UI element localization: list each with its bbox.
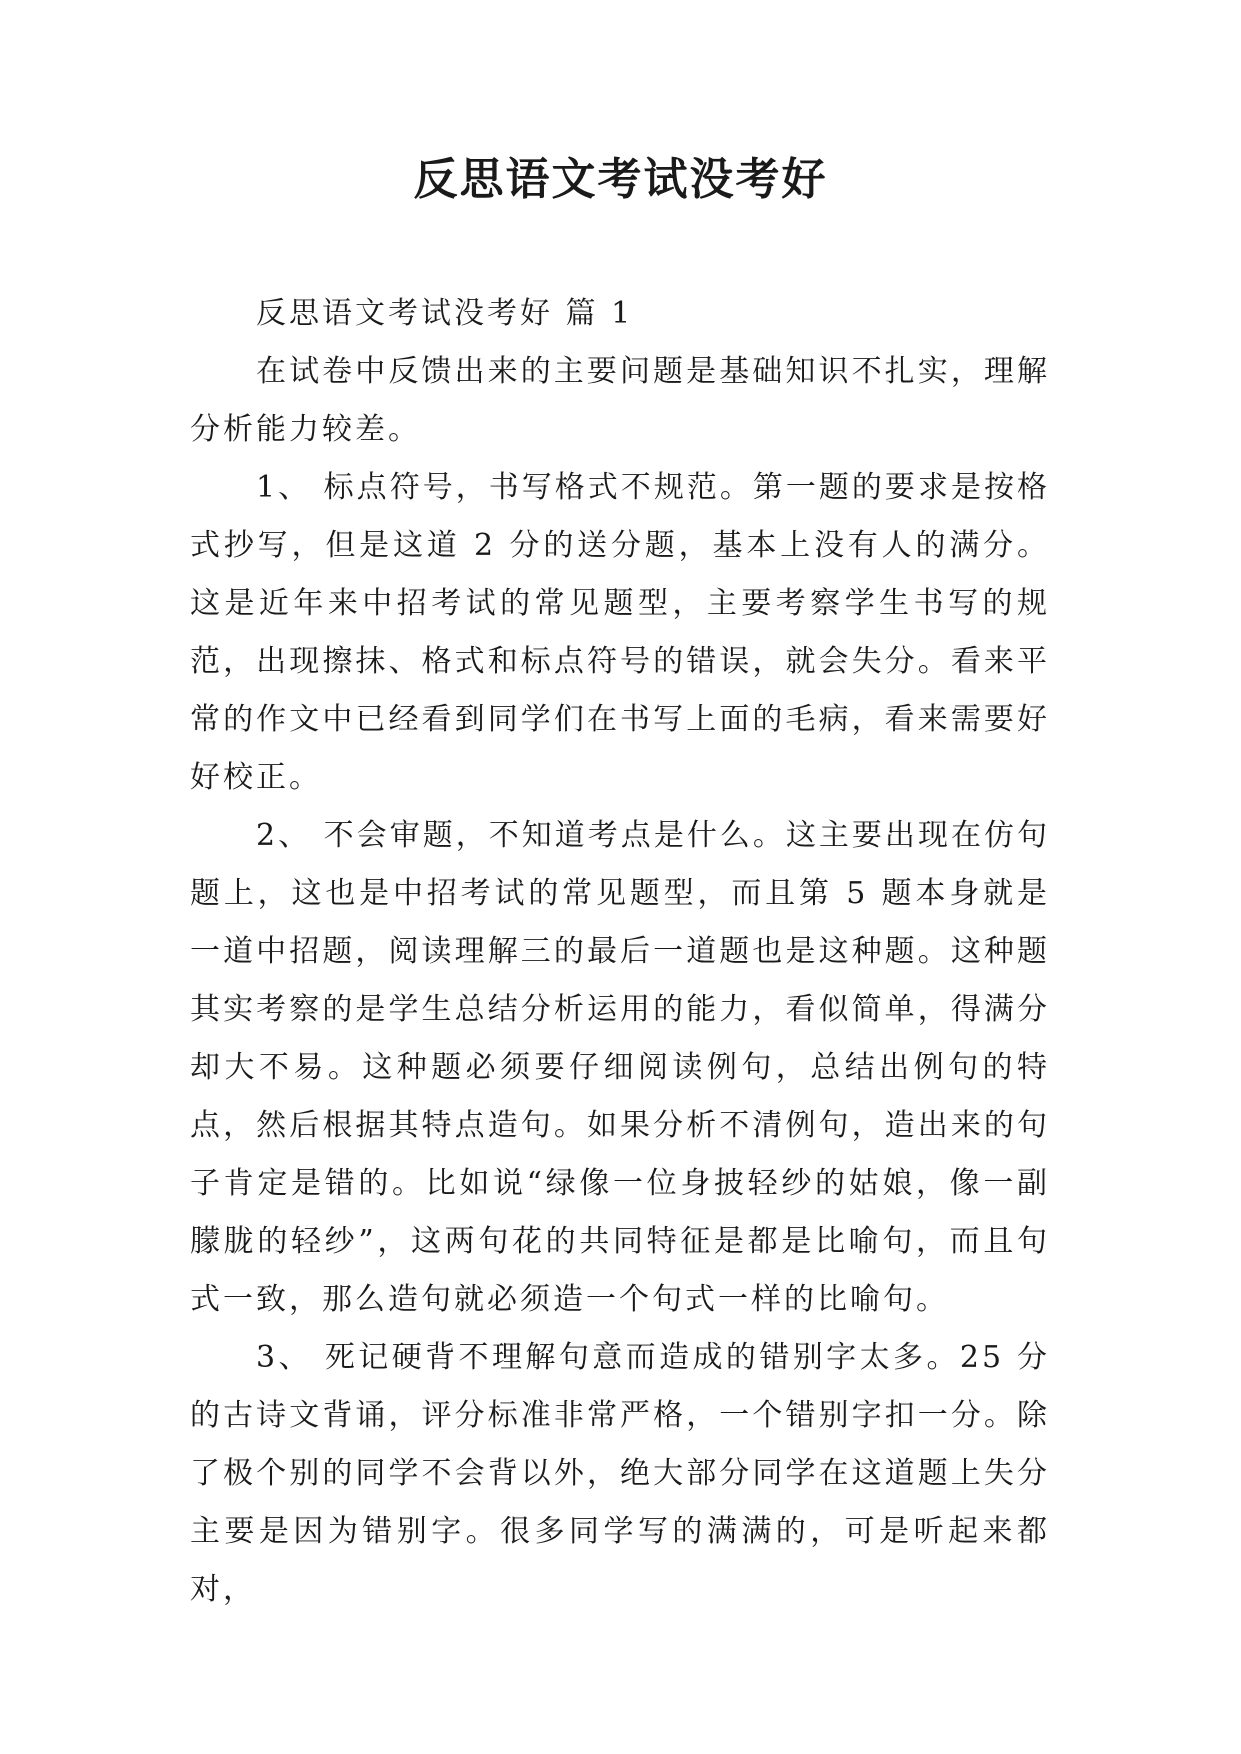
paragraph-point-3: 3、 死记硬背不理解句意而造成的错别字太多。25 分的古诗文背诵，评分标准非常严格，一个错别字扣一分。除了极个别的同学不会背以外，绝大部分同学在这道题上失分主要是因为错别字。很多同学写的满满的，可是听起来都对， <box>190 1340 1050 1607</box>
paragraph-point-2: 2、 不会审题，不知道考点是什么。这主要出现在仿句题上，这也是中招考试的常见题型，而且第 5 题本身就是一道中招题，阅读理解三的最后一道题也是这种题。这种题其实考察的是学生总结分析运用的能力，看似简单，得满分却大不易。这种题必须要仔细阅读例句，总结出例句的特点，然后根据其特点造句。如果分析不清例句，造出来的句子肯定是错的。比如说“绿像一位身披轻纱的姑娘，像一副朦胧的轻纱”，这两句花的共同特征是都是比喻句，而且句式一致，那么造句就必须造一个句式一样的比喻句。 <box>190 818 1050 1317</box>
document-body <box>190 285 1050 1619</box>
paragraph-intro: 在试卷中反馈出来的主要问题是基础知识不扎实，理解分析能力较差。 <box>190 354 1050 447</box>
section-heading: 反思语文考试没考好 篇 1 <box>256 296 634 331</box>
paragraph-point-1: 1、 标点符号，书写格式不规范。第一题的要求是按格式抄写，但是这道 2 分的送分题，基本上没有人的满分。这是近年来中招考试的常见题型，主要考察学生书写的规范，出现擦抹、格式和标点符号的错误，就会失分。看来平常的作文中已经看到同学们在书写上面的毛病，看来需要好好校正。 <box>190 470 1050 795</box>
document-title: 反思语文考试没考好 <box>413 154 828 205</box>
